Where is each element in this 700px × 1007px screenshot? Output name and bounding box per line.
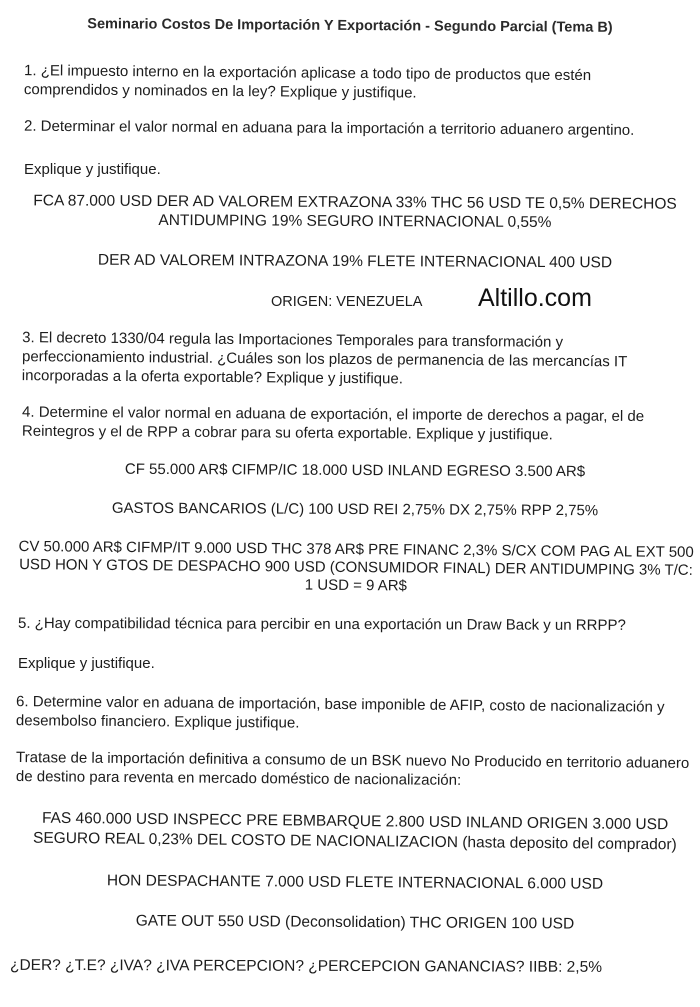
question-6-items: ¿DER? ¿T.E? ¿IVA? ¿IVA PERCEPCION? ¿PERCEPCION GANANCIAS? IIBB: 2,5% (9, 956, 603, 976)
question-5-note: Explique y justifique. (18, 655, 155, 672)
question-4-data-3: CV 50.000 AR$ CIFMP/IT 9.000 USD THC 378 AR$ PRE FINANC 2,3% S/CX COM PAG AL EXT 500 USD HON Y GTOS DE DESPACHO 900 USD (CONSUMIDOR FINAL) DER ANTIDUMPING 3% T/C: 1 USD = 9 AR$ (18, 538, 694, 595)
question-2-data-2: DER AD VALOREM INTRAZONA 19% FLETE INTERNACIONAL 400 USD (97, 251, 613, 272)
exam-title: Seminario Costos De Importación Y Exportación - Segundo Parcial (Tema B) (87, 16, 613, 36)
question-2-note: Explique y justifique. (24, 161, 161, 178)
question-3: 3. El decreto 1330/04 regula las Importaciones Temporales para transformación y perfeccionamiento industrial. ¿Cuáles son los plazos de permanencia de las mercancías IT incorporadas a la oferta exportable? Explique y justifique. (21, 329, 628, 388)
question-4-data-2: GASTOS BANCARIOS (L/C) 100 USD REI 2,75% DX 2,75% RPP 2,75% (111, 499, 599, 520)
question-6-data-2: HON DESPACHANTE 7.000 USD FLETE INTERNACIONAL 6.000 USD (106, 872, 604, 893)
question-2: 2. Determinar el valor normal en aduana para la importación a territorio aduanero argentino. (23, 117, 635, 139)
question-4: 4. Determine el valor normal en aduana de exportación, el importe de derechos a pagar, el de Reintegros y el de RPP a cobrar para su oferta exportable. Explique y justifique. (21, 403, 645, 444)
question-6: 6. Determine valor en aduana de importación, base imponible de AFIP, costo de nacionalización y desembolso financiero. Explique justifique. (15, 693, 665, 732)
question-2-data-1: FCA 87.000 USD DER AD VALOREM EXTRAZONA 33% THC 56 USD TE 0,5% DERECHOS ANTIDUMPING 19% SEGURO INTERNACIONAL 0,55% (33, 192, 677, 232)
question-6-context: Tratase de la importación definitiva a consumo de un BSK nuevo No Producido en territorio aduanero de destino para reventa en mercado doméstico de nacionalización: (15, 749, 690, 789)
question-5: 5. ¿Hay compatibilidad técnica para percibir en una exportación un Draw Back y un RRPP? (17, 614, 626, 634)
question-2-origin: ORIGEN: VENEZUELA (271, 294, 423, 310)
question-6-data-3: GATE OUT 550 USD (Deconsolidation) THC ORIGEN 100 USD (135, 912, 575, 933)
question-6-data-1: FAS 460.000 USD INSPECC PRE EBMBARQUE 2.800 USD INLAND ORIGEN 3.000 USD SEGURO REAL 0,23% DEL COSTO DE NACIONALIZACION (hasta deposito del comprador) (32, 809, 677, 854)
question-4-data-1: CF 55.000 AR$ CIFMP/IC 18.000 USD INLAND EGRESO 3.500 AR$ (124, 460, 586, 481)
question-1: 1. ¿El impuesto interno en la exportación aplicase a todo tipo de productos que estén comprendidos y nominados en la ley? Explique y justifique. (23, 62, 592, 102)
watermark-logo: Altillo.com (478, 284, 592, 312)
